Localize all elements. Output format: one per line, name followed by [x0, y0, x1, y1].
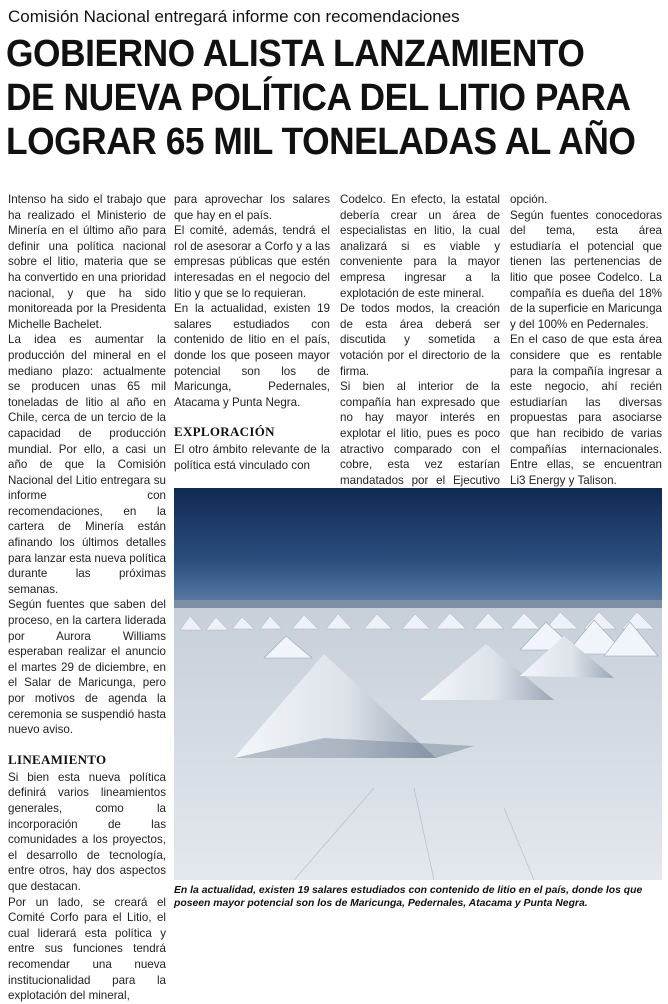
photo-caption: En la actualidad, existen 19 salares estudiados con contenido de litio en el país, donde los que poseen mayor potencial son los de Maricunga, Pedernales, Atacama y Punta Negra.: [174, 885, 643, 909]
paragraph: Según fuentes conocedoras del tema, esta área estudiaría el potencial que tienen las pertenencias de litio que posee Codelco. La compañía es dueña del 18% de la superficie en Maricunga y del 100% en Pedernales.: [510, 208, 662, 331]
section-heading-exploracion: EXPLORACIÓN: [174, 424, 275, 440]
headline: [6, 32, 636, 164]
headline-line-2: DE NUEVA POLÍTICA DEL LITIO PARA: [6, 77, 631, 119]
paragraph: En la actualidad, existen 19 salares estudiados con contenido de litio en el país, donde los que poseen mayor potencial son los de Maricunga, Pedernales, Atacama y Punta Negra.: [174, 302, 330, 409]
column-1: [8, 192, 166, 1004]
paragraph: Intenso ha sido el trabajo que ha realizado el Ministerio de Minería en el último año para definir una política nacional sobre el litio, materia que se ha convertido en una prioridad nacional, y que ha sido monitoreada por la Presidenta Michelle Bachelet.: [8, 193, 166, 331]
paragraph: En el caso de que esta área considere que es rentable para la compañía ingresar a este negocio, ahí recién estudiarían las diversas propuestas para asociarse que han recibido de varias compañías internacionales. Entre ellas, se encuentran Li3 Energy y Talison.: [510, 333, 662, 487]
paragraph: para aprovechar los salares que hay en el país.: [174, 193, 330, 222]
paragraph: Si bien al interior de la compañía han expresado que no hay mayor interés en explotar el litio, pues es poco atractivo comparado con el cobre, esta vez estarían mandatados por el Ejecutivo: [340, 380, 500, 487]
section-heading-lineamiento: LINEAMIENTO: [8, 751, 107, 767]
column-2: [174, 192, 330, 474]
paragraph: opción.: [510, 193, 548, 206]
kicker: Comisión Nacional entregará informe con recomendaciones: [8, 7, 460, 26]
paragraph: El otro ámbito relevante de la política está vinculado con: [174, 443, 330, 472]
headline-line-3: LOGRAR 65 MIL TONELADAS AL AÑO: [6, 121, 636, 163]
paragraph: Según fuentes que saben del proceso, en la cartera liderada por Aurora Williams esperaban realizar el anuncio el martes 29 de diciembre, en el Salar de Maricunga, pero por motivos de agenda la ceremonia se suspendió hasta nuevo aviso.: [8, 598, 166, 737]
paragraph: De todos modos, la creación de esta área deberá ser discutida y sometida a votación por el directorio de la firma.: [340, 302, 500, 378]
paragraph: Por un lado, se creará el Comité Corfo para el Litio, el cual liderará esta política y entre sus funciones tendrá recomendar una nueva institucionalidad para la explotación del mineral,: [8, 895, 166, 1003]
paragraph: El comité, además, tendrá el rol de asesorar a Corfo y a las empresas públicas que estén interesadas en el negocio del litio y que se lo requieran.: [174, 224, 330, 300]
paragraph: La idea es aumentar la producción del mineral en el mediano plazo: actualmente se producen unas 65 mil toneladas de litio al año en Chile, cerca de un tercio de la capacidad de producción mundial. Por ello, a casi un año de que la Comisión Nacional del Litio entregara su informe con recomendaciones, en la cartera de Minería están afinando los últimos detalles para lanzar esta nueva política durante las próximas semanas.: [8, 333, 166, 596]
paragraph: Codelco. En efecto, la estatal debería crear un área de especialistas en litio, la cual analizará si es viable y conveniente para la mayor empresa ingresar a la explotación de este mineral.: [340, 193, 500, 300]
salt-flat-photo: [174, 488, 662, 880]
salt-flat-illustration: [174, 488, 662, 880]
headline-line-1: GOBIERNO ALISTA LANZAMIENTO: [6, 33, 585, 75]
paragraph: Si bien esta nueva política definirá varios lineamientos generales, como la incorporación de las comunidades a los proyectos, el desarrollo de tecnología, entre otros, hay dos aspectos que destacan.: [8, 770, 166, 893]
column-4: [510, 192, 662, 488]
column-3: [340, 192, 500, 504]
